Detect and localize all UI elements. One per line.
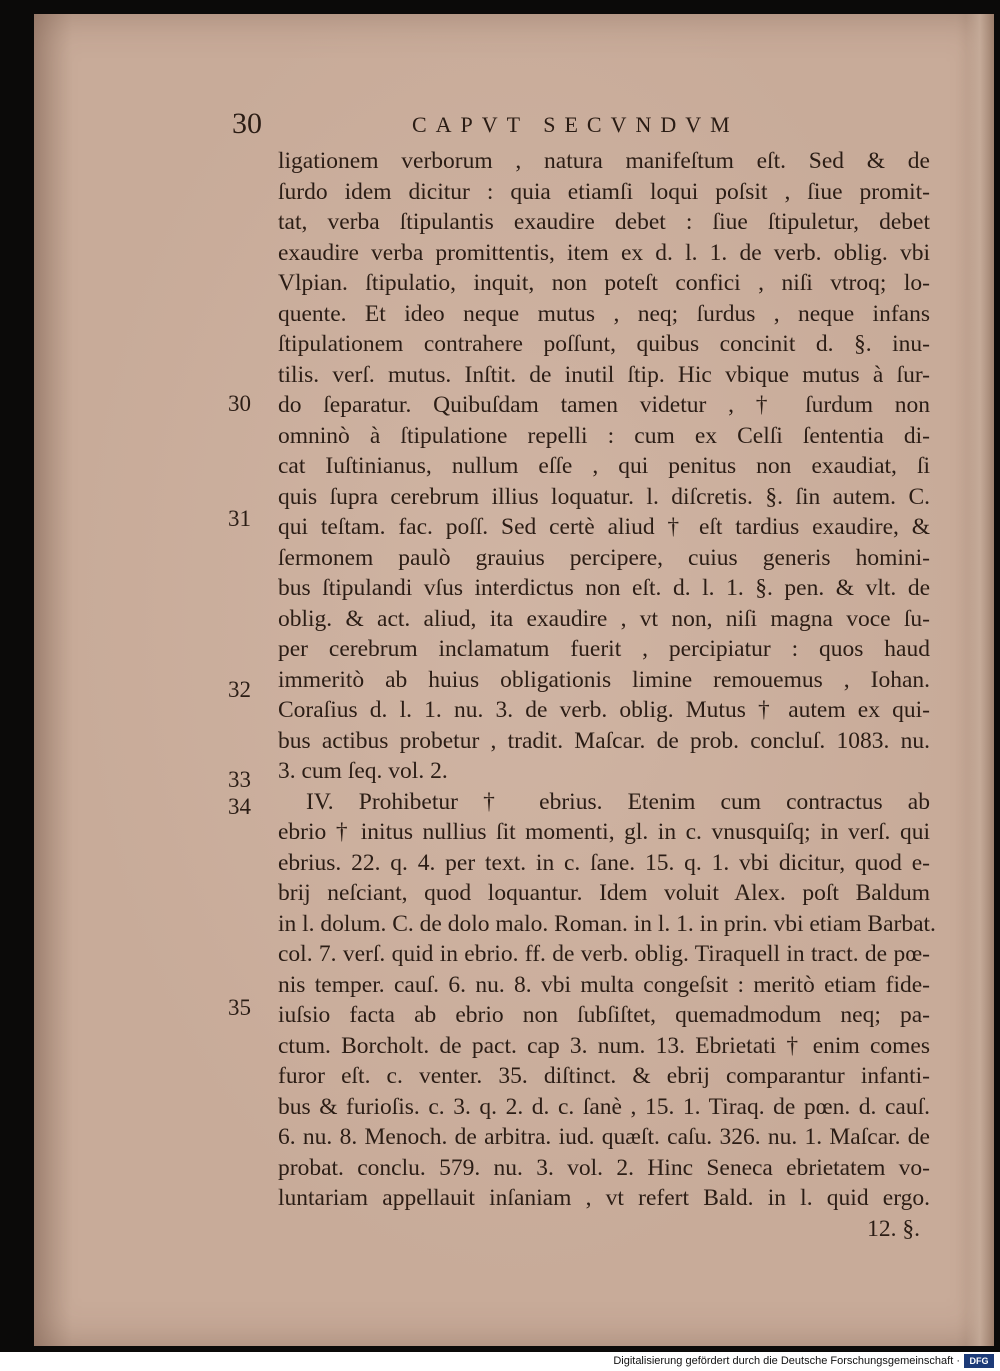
text-line: ſermonem paulò grauius percipere, cuius generis homini- bbox=[278, 544, 930, 571]
text-line: nis temper. cauſ. 6. nu. 8. vbi multa congeſsit : meritò etiam fide- bbox=[278, 971, 930, 998]
text-line: probat. conclu. 579. nu. 3. vol. 2. Hinc Seneca ebrietatem vo- bbox=[278, 1154, 930, 1181]
text-line: bus actibus probetur , tradit. Maſcar. de prob. concluſ. 1083. nu. bbox=[278, 727, 930, 754]
text-line: ctum. Borcholt. de pact. cap 3. num. 13. Ebrietati † enim comes bbox=[278, 1032, 930, 1059]
footer-credit: Digitalisierung gefördert durch die Deutsche Forschungsgemeinschaft · bbox=[613, 1355, 960, 1367]
text-line: Vlpian. ſtipulatio, inquit, non poteſt confici , niſi vtroq; lo- bbox=[278, 270, 930, 296]
text-line: ligationem verborum , natura manifeſtum eſt. Sed & de bbox=[278, 148, 930, 174]
text-line: bus ſtipulandi vſus interdictus non eſt. d. l. 1. §. pen. & vlt. de bbox=[278, 575, 930, 601]
text-line: in l. dolum. C. de dolo malo. Roman. in l. 1. in prin. vbi etiam Barbat. bbox=[278, 910, 936, 937]
text-line: col. 7. verſ. quid in ebrio. ff. de verb. oblig. Tiraquell in tract. de pœ- bbox=[278, 941, 930, 967]
text-line: qui teſtam. fac. poſſ. Sed certè aliud † eſt tardius exaudire, & bbox=[278, 514, 930, 540]
dfg-logo: DFG bbox=[964, 1354, 994, 1368]
text-line: 6. nu. 8. Menoch. de arbitra. iud. quæſt. caſu. 326. nu. 1. Maſcar. de bbox=[278, 1124, 930, 1150]
text-line: per cerebrum inclamatum fuerit , percipiatur : quos haud bbox=[278, 636, 930, 662]
text-line: immeritò ab huius obligationis limine remouemus , Iohan. bbox=[278, 666, 930, 693]
text-line: ebrio † initus nullius ſit momenti, gl. in c. vnusquiſq; in verſ. qui bbox=[278, 819, 930, 845]
text-line: ſtipulationem contrahere poſſunt, quibus concinit d. §. inu- bbox=[278, 331, 930, 357]
text-line: furor eſt. c. venter. 35. diſtinct. & ebrij comparantur infanti- bbox=[278, 1063, 930, 1089]
text-line: do ſeparatur. Quibuſdam tamen videtur , † ſurdum non bbox=[278, 392, 930, 418]
text-line: 3. cum ſeq. vol. 2. bbox=[278, 758, 448, 784]
body-text bbox=[278, 146, 936, 1244]
text-line: IV. Prohibetur † ebrius. Etenim cum contractus ab bbox=[306, 788, 930, 815]
page-header bbox=[232, 104, 792, 144]
text-line: cat Iuſtinianus, nullum eſſe , qui penitus non exaudiat, ſi bbox=[278, 453, 930, 479]
text-line: ſurdo idem dicitur : quia etiamſi loqui poſsit , ſiue promit- bbox=[278, 178, 930, 205]
text-line: brij neſciant, quod loquantur. Idem voluit Alex. poſt Baldum bbox=[278, 880, 930, 906]
margin-note: 33 bbox=[228, 767, 251, 792]
text-line: oblig. & act. aliud, ita exaudire , vt non, niſi magna voce ſu- bbox=[278, 605, 930, 632]
text-line: luntariam appellauit inſaniam , vt refert Bald. in l. quid ergo. bbox=[278, 1185, 930, 1211]
margin-note: 34 bbox=[228, 794, 251, 819]
margin-note: 32 bbox=[228, 677, 251, 702]
page-edge bbox=[966, 14, 994, 1346]
text-line: Coraſius d. l. 1. nu. 3. de verb. oblig. Mutus † autem ex qui- bbox=[278, 697, 930, 723]
text-line: exaudire verba promittentis, item ex d. l. 1. de verb. oblig. vbi bbox=[278, 239, 930, 266]
text-line: iuſsio facta ab ebrio non ſubſiſtet, quemadmodum neq; pa- bbox=[278, 1002, 930, 1028]
running-head: CAPVT SECVNDVM bbox=[412, 112, 739, 137]
text-line: quente. Et ideo neque mutus , neq; ſurdus , neque infans bbox=[278, 300, 930, 327]
text-line: tilis. verſ. mutus. Inſtit. de inutil ſtip. Hic vbique mutus à ſur- bbox=[278, 361, 930, 388]
margin-note: 35 bbox=[228, 995, 251, 1020]
text-line: bus & furioſis. c. 3. q. 2. d. c. ſanè , 15. 1. Tiraq. de pœn. d. cauſ. bbox=[278, 1093, 930, 1120]
margin-note: 31 bbox=[228, 506, 251, 531]
text-line: ebrius. 22. q. 4. per text. in c. ſane. 15. q. 1. vbi dicitur, quod e- bbox=[278, 849, 930, 876]
text-line: tat, verba ſtipulantis exaudire debet : ſiue ſtipuletur, debet bbox=[278, 209, 930, 235]
margin-note: 30 bbox=[228, 391, 251, 416]
catchword: 12. §. bbox=[867, 1215, 920, 1242]
page-number: 30 bbox=[232, 107, 262, 140]
text-line: omninò à ſtipulatione repelli : cum ex Celſi ſententia di- bbox=[278, 422, 930, 449]
text-line: quis ſupra cerebrum illius loquatur. l. diſcretis. §. ſin autem. C. bbox=[278, 483, 930, 510]
